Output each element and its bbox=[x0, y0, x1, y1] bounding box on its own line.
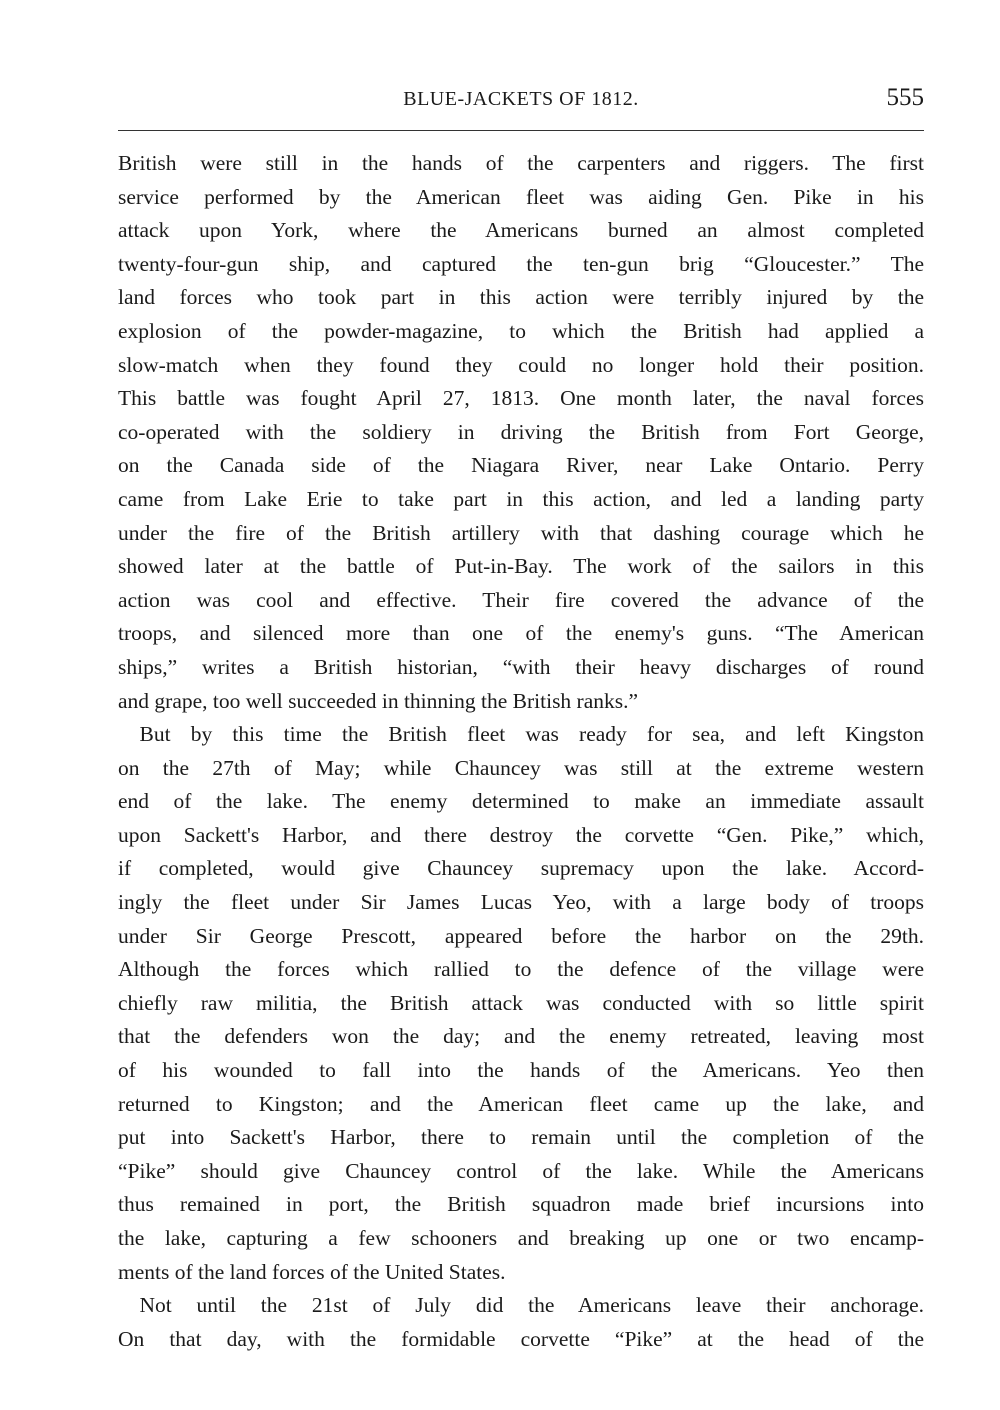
text-line: ships,” writes a British historian, “with their heavy discharges of round bbox=[118, 654, 924, 679]
text-line: On that day, with the formidable corvette “Pike” at the head of the bbox=[118, 1326, 924, 1351]
text-line: This battle was fought April 27, 1813. One month later, the naval forces bbox=[118, 386, 924, 411]
text-line: came from Lake Erie to take part in this action, and led a landing party bbox=[118, 486, 924, 511]
text-line: upon Sackett's Harbor, and there destroy the corvette “Gen. Pike,” which, bbox=[118, 822, 924, 847]
text-line: Not until the 21st of July did the Americans leave their anchorage. bbox=[118, 1293, 924, 1318]
header-rule bbox=[118, 130, 924, 131]
running-head bbox=[118, 84, 924, 118]
text-line: troops, and silenced more than one of the enemy's guns. “The American bbox=[118, 621, 924, 646]
text-line: slow-match when they found they could no longer hold their position. bbox=[118, 352, 924, 377]
text-line: the lake, capturing a few schooners and breaking up one or two encamp- bbox=[118, 1226, 924, 1250]
text-line: ments of the land forces of the United States. bbox=[118, 1259, 506, 1284]
text-line: “Pike” should give Chauncey control of the lake. While the Americans bbox=[118, 1158, 924, 1183]
text-line: and grape, too well succeeded in thinning the British ranks.” bbox=[118, 688, 639, 713]
text-line: British were still in the hands of the carpenters and riggers. The first bbox=[118, 151, 924, 175]
text-line: action was cool and effective. Their fire covered the advance of the bbox=[118, 587, 924, 612]
text-line: chiefly raw militia, the British attack was conducted with so little spirit bbox=[118, 990, 924, 1015]
text-line: Although the forces which rallied to the defence of the village were bbox=[118, 957, 924, 982]
paragraph bbox=[118, 147, 924, 718]
text-line: land forces who took part in this action were terribly injured by the bbox=[118, 285, 924, 310]
text-line: showed later at the battle of Put-in-Bay. The work of the sailors in this bbox=[118, 554, 924, 579]
text-line: that the defenders won the day; and the enemy retreated, leaving most bbox=[118, 1024, 924, 1049]
text-line: service performed by the American fleet was aiding Gen. Pike in his bbox=[118, 184, 924, 209]
text-line: under Sir George Prescott, appeared before the harbor on the 29th. bbox=[118, 923, 924, 948]
text-line: thus remained in port, the British squadron made brief incursions into bbox=[118, 1192, 924, 1217]
text-line: returned to Kingston; and the American fleet came up the lake, and bbox=[118, 1091, 924, 1116]
text-line: on the 27th of May; while Chauncey was still at the extreme western bbox=[118, 755, 924, 780]
text-line: But by this time the British fleet was ready for sea, and left Kingston bbox=[118, 722, 924, 747]
text-line: explosion of the powder-magazine, to which the British had applied a bbox=[118, 318, 924, 343]
paragraph bbox=[118, 1289, 924, 1356]
text-line: attack upon York, where the Americans burned an almost completed bbox=[118, 218, 924, 243]
text-line: end of the lake. The enemy determined to make an immediate assault bbox=[118, 789, 924, 814]
text-line: if completed, would give Chauncey supremacy upon the lake. Accord- bbox=[118, 856, 924, 881]
text-line: under the fire of the British artillery with that dashing courage which he bbox=[118, 520, 924, 545]
text-line: ingly the fleet under Sir James Lucas Yeo, with a large body of troops bbox=[118, 890, 924, 915]
text-line: twenty-four-gun ship, and captured the ten-gun brig “Gloucester.” The bbox=[118, 251, 924, 276]
text-line: on the Canada side of the Niagara River, near Lake Ontario. Perry bbox=[118, 453, 924, 478]
text-line: of his wounded to fall into the hands of the Americans. Yeo then bbox=[118, 1058, 924, 1083]
running-head-title: BLUE-JACKETS OF 1812. bbox=[403, 88, 639, 110]
page-body bbox=[118, 147, 924, 1356]
text-line: co-operated with the soldiery in driving the British from Fort George, bbox=[118, 419, 924, 444]
paragraph bbox=[118, 718, 924, 1289]
text-line: put into Sackett's Harbor, there to remain until the completion of the bbox=[118, 1125, 924, 1150]
page-number: 555 bbox=[886, 84, 924, 111]
